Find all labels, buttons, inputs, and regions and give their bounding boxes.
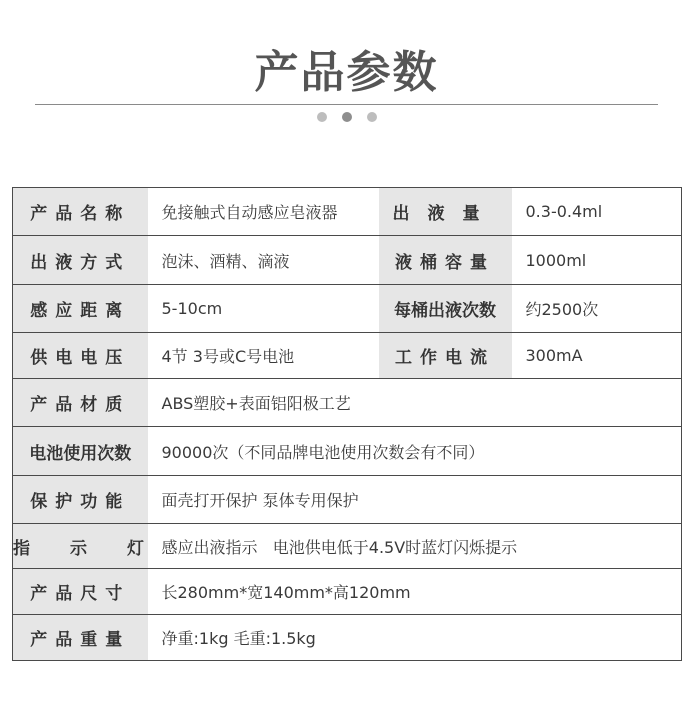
spec-value: 约2500次 — [512, 285, 682, 333]
spec-value: 免接触式自动感应皂液器 — [148, 188, 379, 236]
page-title: 产品参数 — [254, 47, 439, 98]
spec-value: 0.3-0.4ml — [512, 188, 682, 236]
table-row — [13, 188, 682, 236]
spec-value: 4节 3号或C号电池 — [148, 333, 379, 379]
spec-label: 出液方式 — [13, 236, 148, 285]
spec-value: 长280mm*宽140mm*高120mm — [148, 569, 682, 615]
spec-label: 感应距离 — [13, 285, 148, 333]
spec-label: 液桶容量 — [379, 236, 512, 285]
table-row — [13, 236, 682, 285]
spec-value: 300mA — [512, 333, 682, 379]
table-row — [13, 333, 682, 379]
spec-label: 指示灯 — [13, 524, 148, 569]
spec-label: 产品名称 — [13, 188, 148, 236]
spec-label: 保护功能 — [13, 476, 148, 524]
table-row — [13, 285, 682, 333]
spec-value: 1000ml — [512, 236, 682, 285]
table-row — [13, 427, 682, 476]
spec-label: 产品尺寸 — [13, 569, 148, 615]
spec-label: 每桶出液次数 — [379, 285, 512, 333]
dot-3 — [367, 112, 377, 122]
carousel-dots — [0, 112, 693, 122]
spec-label: 产品材质 — [13, 379, 148, 427]
table-row — [13, 524, 682, 569]
spec-value: 净重:1kg 毛重:1.5kg — [148, 615, 682, 661]
spec-label: 产品重量 — [13, 615, 148, 661]
table-row — [13, 476, 682, 524]
dot-2 — [342, 112, 352, 122]
table-row — [13, 615, 682, 661]
dot-1 — [317, 112, 327, 122]
spec-value: 面壳打开保护 泵体专用保护 — [148, 476, 682, 524]
spec-value: 泡沫、酒精、滴液 — [148, 236, 379, 285]
spec-label: 工作电流 — [379, 333, 512, 379]
spec-label: 供电电压 — [13, 333, 148, 379]
spec-label: 出液量 — [379, 188, 512, 236]
spec-value: 5-10cm — [148, 285, 379, 333]
spec-label: 电池使用次数 — [13, 427, 148, 476]
title-divider — [35, 104, 658, 105]
spec-value: 90000次（不同品牌电池使用次数会有不同） — [148, 427, 682, 476]
table-row — [13, 569, 682, 615]
spec-table — [12, 187, 682, 661]
spec-value: 感应出液指示 电池供电低于4.5V时蓝灯闪烁提示 — [148, 524, 682, 569]
spec-value: ABS塑胶+表面铝阳极工艺 — [148, 379, 682, 427]
table-row — [13, 379, 682, 427]
